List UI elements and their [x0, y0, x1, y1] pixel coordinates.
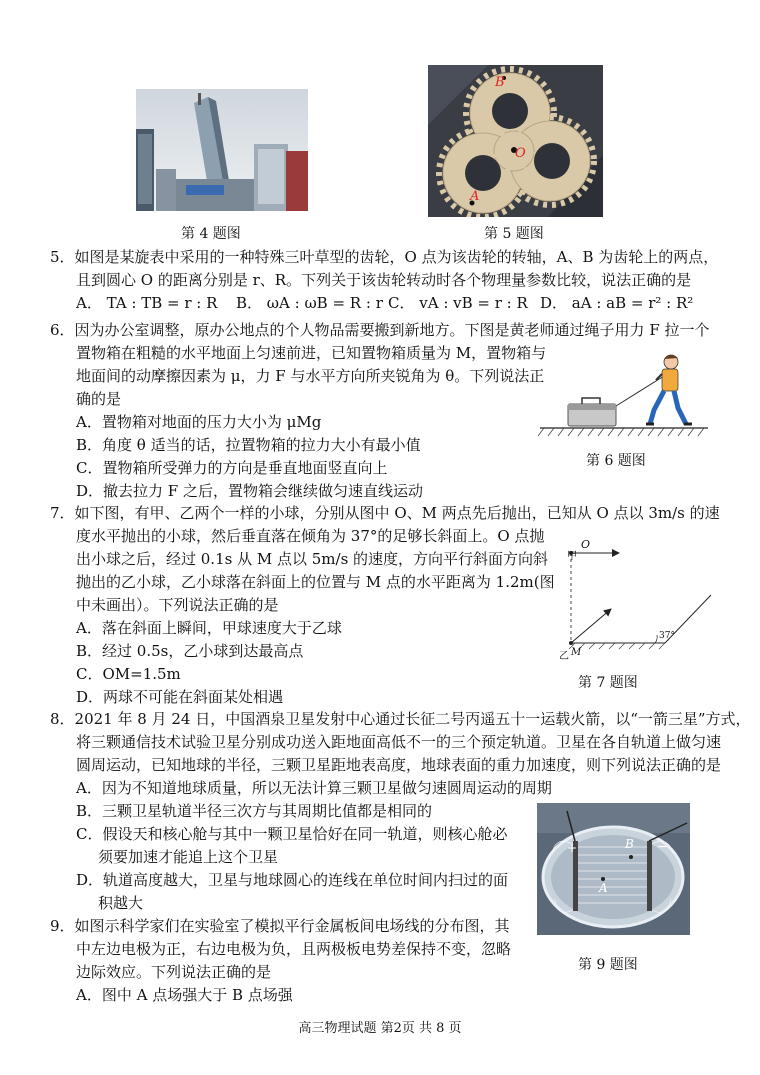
plus-sign: +: [567, 841, 578, 855]
label-B: B: [495, 75, 505, 90]
q7-line4: 抛出的乙小球，乙小球落在斜面上的位置与 M 点的水平距离为 1.2m(图: [76, 573, 555, 591]
q7-line5: 中未画出）。下列说法正确的是: [76, 596, 279, 614]
q6-option-c: C．置物箱所受弹力的方向是垂直地面竖直向上: [76, 459, 388, 477]
q7-option-a: A．落在斜面上瞬间，甲球速度大于乙球: [76, 619, 342, 637]
figure-6-diagram: [538, 352, 710, 438]
caption-fig5: 第 5 题图: [484, 226, 544, 242]
q6-option-d: D．撤去拉力 F 之后，置物箱会继续做匀速直线运动: [76, 482, 423, 500]
q8-option-c-line1: C．假设天和核心舱与其中一颗卫星恰好在同一轨道，则核心舱必: [76, 825, 508, 843]
caption-fig4: 第 4 题图: [181, 226, 241, 242]
label-yi: 乙: [559, 651, 569, 662]
q7-line3: 出小球之后，经过 0.1s 从 M 点以 5m/s 的速度，方向平行斜面方向斜: [76, 550, 549, 568]
label-jia: 甲: [567, 551, 577, 562]
minus-sign: −: [657, 839, 669, 855]
q8-line1: 8．2021 年 8 月 24 日，中国酒泉卫星发射中心通过长征二号丙遥五十一运载火箭，以“一箭三星”方式，: [50, 710, 751, 728]
q7-line2: 度水平抛出的小球，然后垂直落在倾角为 37°的足够长斜面上。O 点抛: [76, 527, 545, 545]
q9-line3: 边际效应。下列说法正确的是: [76, 963, 272, 981]
q7-line1: 7．如下图，有甲、乙两个一样的小球，分别从图中 O、M 两点先后抛出，已知从 O 点以 3m/s 的速: [50, 504, 720, 522]
q5-line1: 5．如图是某旋表中采用的一种特殊三叶草型的齿轮，O 点为该齿轮的转轴，A、B 为齿轮上的两点，: [50, 248, 719, 266]
q6-option-b: B．角度 θ 适当的话，拉置物箱的拉力大小有最小值: [76, 436, 421, 454]
q8-option-b: B．三颗卫星轨道半径三次方与其周期比值都是相同的: [76, 802, 433, 820]
q8-option-d-line2: 积越大: [98, 894, 144, 912]
q6-line1: 6．因为办公室调整，原办公地点的个人物品需要搬到新地方。下图是黄老师通过绳子用力 F 拉一个: [50, 321, 710, 339]
q7-option-d: D．两球不可能在斜面某处相遇: [76, 688, 284, 706]
q8-option-d-line1: D．轨道高度越大，卫星与地球圆心的连线在单位时间内扫过的面: [76, 871, 509, 889]
page-footer: 高三物理试题 第2页 共 8 页: [298, 1021, 462, 1036]
label-A: A: [470, 189, 480, 204]
label-A: A: [599, 881, 608, 895]
q8-option-a: A．因为不知道地球质量，所以无法计算三颗卫星做匀速圆周运动的周期: [76, 779, 552, 797]
q7-option-b: B．经过 0.5s，乙小球到达最高点: [76, 642, 304, 660]
q9-option-a: A．图中 A 点场强大于 B 点场强: [76, 986, 293, 1004]
label-B: B: [625, 837, 634, 851]
label-O: O: [581, 538, 591, 551]
q6-line4: 确的是: [76, 390, 122, 408]
q5-option-b: B． ωA : ωB = R : r: [236, 294, 383, 312]
label-M: M: [571, 647, 582, 658]
caption-fig6: 第 6 题图: [586, 453, 646, 469]
figure-4-photo: [136, 89, 308, 211]
q5-option-d: D． aA : aB = r² : R²: [540, 294, 694, 312]
label-O: O: [515, 146, 526, 161]
q9-line2: 中左边电极为正，右边电极为负，且两极板电势差保持不变，忽略: [76, 940, 512, 958]
q5-option-c: C． vA : vB = r : R: [388, 294, 528, 312]
caption-fig9: 第 9 题图: [578, 957, 638, 973]
q6-option-a: A．置物箱对地面的压力大小为 μMg: [76, 413, 322, 431]
q5-option-a: A． TA : TB = r : R: [76, 294, 218, 312]
q9-line1: 9．如图示科学家们在实验室了模拟平行金属板间电场线的分布图，其: [50, 917, 510, 935]
q8-line2: 将三颗通信技术试验卫星分别成功送入距地面高低不一的三个预定轨道。卫星在各自轨道上做匀速: [76, 733, 722, 751]
label-angle: 37°: [659, 631, 675, 641]
q5-line2: 且到圆心 O 的距离分别是 r、R。下列关于该齿轮转动时各个物理量参数比较，说法正确的是: [76, 271, 692, 289]
figure-7-diagram: [555, 535, 715, 665]
q6-line2: 置物箱在粗糙的水平地面上匀速前进，已知置物箱质量为 M，置物箱与: [76, 344, 547, 362]
caption-fig7: 第 7 题图: [578, 675, 638, 691]
q6-line3: 地面间的动摩擦因素为 μ，力 F 与水平方向所夹锐角为 θ。下列说法正: [76, 367, 545, 385]
q8-line3: 圆周运动，已知地球的半径，三颗卫星距地表高度，地球表面的重力加速度，则下列说法正确的是: [76, 756, 722, 774]
figure-5-gear-photo: [428, 65, 603, 217]
q7-option-c: C．OM=1.5m: [76, 665, 181, 683]
q8-option-c-line2: 须要加速才能追上这个卫星: [98, 848, 279, 866]
figure-9-photo: [537, 803, 690, 935]
